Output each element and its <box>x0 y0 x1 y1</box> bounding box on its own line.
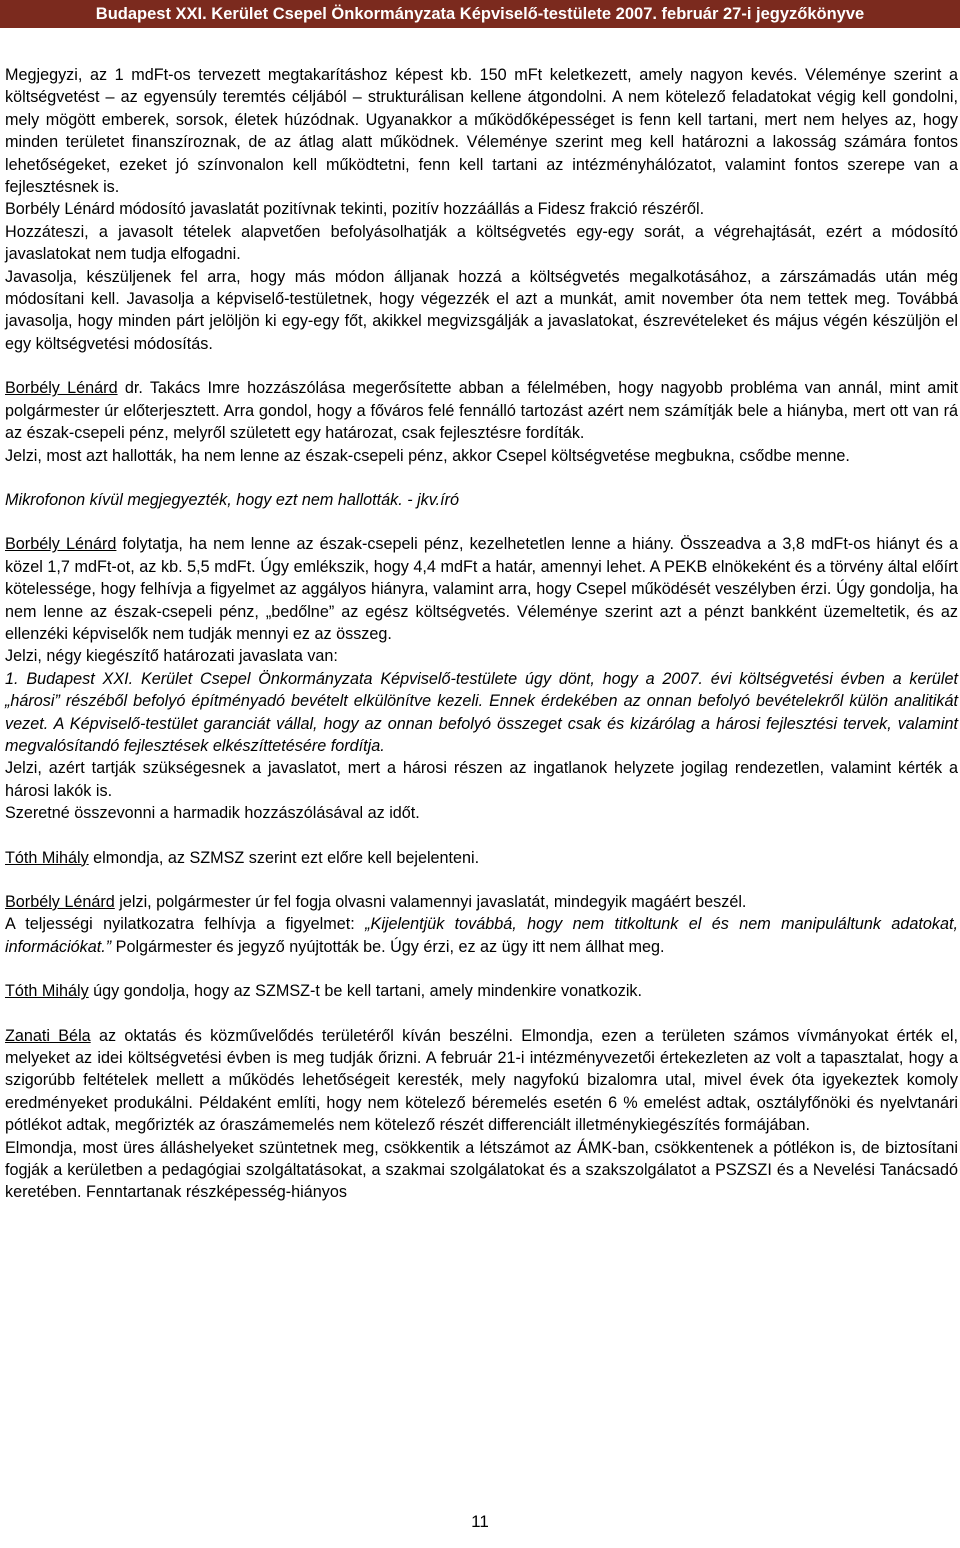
paragraph-text: dr. Takács Imre hozzászólása megerősítette abban a félelmében, hogy nagyobb probléma van annál, mint amit polgármester úr előterjesztett. Arra gondol, hogy a főváros felé fennálló tartozást azért nem számítják bele a hiányba, mert ott van rá az észak-csepeli pénz, melyről született egy határozat, csak fejlesztésre fordíták. <box>5 379 958 443</box>
spacer <box>5 869 958 891</box>
paragraph <box>5 377 958 444</box>
spacer <box>5 1003 958 1025</box>
paragraph: Hozzáteszi, a javasolt tételek alapvetően befolyásolhatják a költségvetés egy-egy sorát, a végrehajtását, ezért a módosító javaslatokat nem tudja elfogadni. <box>5 222 958 264</box>
quotation: „Kijelentjük továbbá, hogy nem titkoltunk el és nem manipuláltunk adatokat, információkat.” <box>5 915 958 956</box>
speaker-name: Borbély Lénárd <box>5 535 117 554</box>
paragraph: Borbély Lénárd módosító javaslatát pozitívnak tekinti, pozitív hozzáállás a Fidesz frakció részéről. <box>5 200 705 219</box>
page-number: 11 <box>471 1512 489 1531</box>
paragraph <box>5 913 958 958</box>
paragraph: Jelzi, azért tartják szükségesnek a javaslatot, mert a hárosi részen az ingatlanok helyzete jogilag rendezetlen, valamint kérték a hárosi lakók is. <box>5 759 958 800</box>
paragraph <box>5 533 958 645</box>
paragraph-text: elmondja, az SZMSZ szerint ezt előre kell bejelenteni. <box>88 848 480 867</box>
paragraph: Megjegyzi, az 1 mdFt-os tervezett megtakarításhoz képest kb. 150 mFt keletkezett, amely nagyon kevés. Véleménye szerint a költségvetést – az egyensúly teremtés céljából – strukturálisan kellene átgondolni. A nem kötelező feladatokat végig kell gondolni, mely mögött emberek, sorsok, életek húzódnak. Ugyanakkor a működőképességet is fenn kell tartani, mert nem helyes az, hogy minden területet finanszíroznak, de az átlag alatt működnek. Véleménye szerint meg kell határozni a lakosság számára fontos lehetőségeket, ezeket jó színvonalon kell működtetni, fenn kell tartani az intézményhálózatot, valamint fontos szerepe van a fejlesztésnek is. <box>5 66 958 197</box>
paragraph: Elmondja, most üres álláshelyeket szüntetnek meg, csökkentik a létszámot az ÁMK-ban, csökkentenek a pótlékon is, de biztosítani fogják a kerületben a pedagógiai szolgáltatásokat, a szakmai szolgálatokat és a szakszolgálatot a PSZSZI és a Nevelési Tanácsadó keretében. Fenntartanak részképesség-hiányos <box>5 1138 958 1202</box>
paragraph <box>5 1025 958 1137</box>
spacer <box>5 511 958 533</box>
paragraph-text: úgy gondolja, hogy az SZMSZ-t be kell tartani, amely mindenkire vonatkozik. <box>88 982 643 1001</box>
document-body <box>5 64 958 1204</box>
speaker-name: Tóth Mihály <box>5 982 89 1001</box>
paragraph: Szeretné összevonni a harmadik hozzászólásával az időt. <box>5 804 420 823</box>
paragraph: Javasolja, készüljenek fel arra, hogy más módon álljanak hozzá a költségvetés megalkotásához, a zárszámadás után még módosítani kell. Javasolja a képviselő-testületnek, hogy végezzék el azt a munkát, amit november óta nem tettek meg. Továbbá javasolja, hogy minden párt jelöljön ki egy-egy főt, akikkel megvizsgálják a javaslatokat, észrevételeket és május végén készüljön el egy költségvetési módosítás. <box>5 267 958 353</box>
paragraph <box>5 980 958 1002</box>
paragraph-text: folytatja, ha nem lenne az észak-csepeli pénz, kezelhetetlen lenne a hiány. Összeadva a 3,8 mdFt-os hiányt és a közel 1,7 mdFt-ot, az kb. 5,5 mdFt. Úgy emlékszik, hogy 4,4 mdFt a határ, amennyi lehet. A PEKB elnökeként és a törvény által előírt kötelessége, hogy felhívja a figyelmet az aggályos hiányra, valamint arra, hogy Csepel működését veszélyben érzi. Úgy gondolja, ha nem lenne az észak-csepeli pénz, „bedőlne” az egész költségvetés. Véleménye szerint azt a pénzt bankként üzemeltetik, és az ellenzéki képviselők nem tudják mennyi ez az összeg. <box>5 535 958 643</box>
spacer <box>5 958 958 980</box>
paragraph: Jelzi, négy kiegészítő határozati javaslata van: <box>5 647 338 666</box>
spacer <box>5 467 958 489</box>
speaker-name: Borbély Lénárd <box>5 893 115 911</box>
spacer <box>5 825 958 847</box>
speaker-name: Zanati Béla <box>5 1026 91 1045</box>
document-header: Budapest XXI. Kerület Csepel Önkormányzata Képviselő-testülete 2007. február 27-i jegyzőkönyve <box>0 0 960 28</box>
speaker-name: Tóth Mihály <box>5 848 89 867</box>
spacer <box>5 355 958 377</box>
paragraph <box>5 847 958 869</box>
editor-note: Mikrofonon kívül megjegyezték, hogy ezt nem hallották. - jkv.író <box>5 490 460 509</box>
paragraph: Jelzi, most azt hallották, ha nem lenne az észak-csepeli pénz, akkor Csepel költségvetése megbukna, csődbe menne. <box>5 446 850 465</box>
paragraph <box>5 891 958 913</box>
paragraph-text: jelzi, polgármester úr fel fogja olvasni valamennyi javaslatát, mindegyik magáért beszél. <box>114 893 747 911</box>
resolution-proposal: 1. Budapest XXI. Kerület Csepel Önkormányzata Képviselő-testülete úgy dönt, hogy a 2007. évi költségvetési évben a kerület „hárosi” részéből befolyó építményadó bevételt elkülönítve kezeli. Ennek érdekében az onnan befolyó bevételekről külön analitikát vezet. A Képviselő-testület garanciát vállal, hogy az onnan befolyó összeget csak és kizárólag a hárosi fejlesztési tervek, valamint megvalósítandó fejlesztések elkészíttetésére fordítja. <box>5 669 958 755</box>
paragraph-text: A teljességi nyilatkozatra felhívja a figyelmet: <box>5 915 366 934</box>
paragraph-text: Polgármester és jegyző nyújtották be. Úgy érzi, ez az ügy itt nem állhat meg. <box>111 937 665 956</box>
speaker-name: Borbély Lénárd <box>5 379 118 398</box>
paragraph-text: az oktatás és közművelődés területéről kíván beszélni. Elmondja, ezen a területen számos vívmányokat érték el, melyeket az idei költségvetési évben is meg tudják őrizni. A február 21-i intézményvezetői értekezleten az volt a tapasztalat, hogy a szigorúbb feltételek mellett a működés lehetőségeit keresték, mely nagyfokú bizalomra utal, mivel évek óta igyekeztek komoly eredményeket produkálni. Példaként említi, hogy nem kötelező béremelés esetén 6 % emelést adtak, osztályfőnöki és nyelvtanári pótlékot adtak, megőrizték az óraszámemelés nem kötelező részét differenciált illetménykiegészítés formájában. <box>5 1026 958 1135</box>
